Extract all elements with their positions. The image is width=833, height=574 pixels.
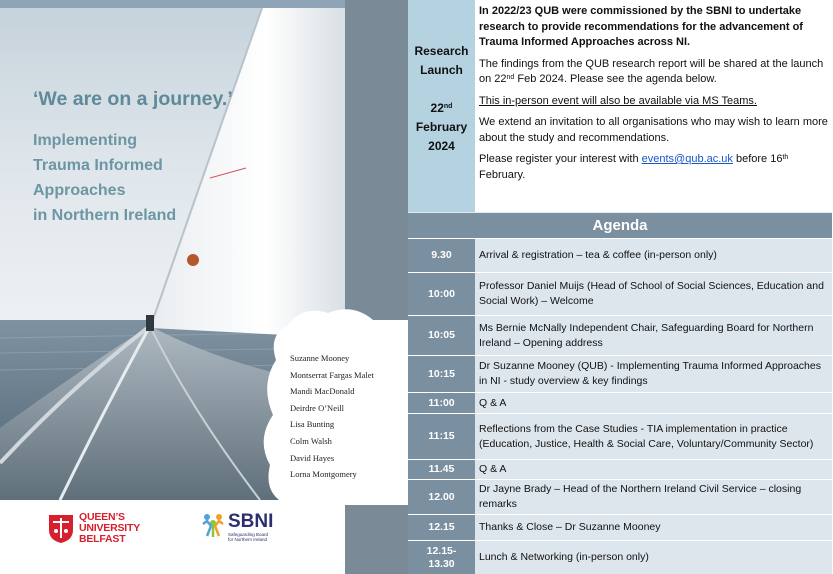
register-sup: th bbox=[782, 154, 789, 161]
launch-invitation: We extend an invitation to all organisations who may wish to learn more about the study and recommendations. bbox=[479, 116, 828, 144]
agenda-desc-text: Q & A bbox=[479, 396, 507, 409]
launch-register bbox=[479, 152, 829, 183]
agenda-desc-text: Lunch & Networking (in-person only) bbox=[479, 551, 649, 563]
agenda-desc bbox=[475, 480, 832, 514]
agenda-time: 12.15 bbox=[408, 515, 475, 540]
qub-crest-icon bbox=[48, 514, 74, 544]
register-text: before 16 bbox=[732, 153, 783, 165]
agenda-time: 11:15 bbox=[408, 414, 475, 459]
agenda-row bbox=[408, 479, 832, 514]
register-text: February. bbox=[479, 168, 526, 181]
agenda-title: Agenda bbox=[408, 212, 832, 238]
agenda-desc-text: Ms Bernie McNally Independent Chair, Safeguarding Board for Northern Ireland – Opening address bbox=[479, 321, 814, 349]
agenda-desc-text: Reflections from the Case Studies - TIA implementation in practice (Education, Justice, Health & Social Care, Voluntary/Community Sector) bbox=[479, 422, 814, 450]
date-day-suffix: nd bbox=[443, 103, 453, 110]
cover-subtitle bbox=[33, 128, 203, 228]
agenda-time: 11:00 bbox=[408, 393, 475, 413]
launch-label bbox=[408, 42, 475, 80]
sbni-logo-tagline: Safeguarding Board bbox=[228, 532, 269, 537]
agenda-table bbox=[408, 212, 832, 574]
agenda-desc-text: Dr Jayne Brady – Head of the Northern Ireland Civil Service – closing remarks bbox=[479, 483, 802, 510]
agenda-row bbox=[408, 315, 832, 355]
sbni-logo-tagline: for Northern Ireland bbox=[228, 537, 268, 542]
author-name: Lorna Montgomery bbox=[290, 469, 357, 480]
agenda-time: 10:15 bbox=[408, 356, 475, 392]
author-name: Deirdre O’Neill bbox=[290, 402, 345, 413]
subtitle-line: Approaches bbox=[33, 182, 126, 199]
agenda-desc bbox=[475, 393, 832, 413]
agenda-desc-text: Professor Daniel Muijs (Head of School of Social Sciences, Education and Social Work) – Welcome bbox=[479, 280, 824, 307]
launch-label-line: Launch bbox=[420, 63, 463, 77]
agenda-desc-text: Arrival & registration – tea & coffee (in-person only) bbox=[479, 249, 717, 261]
cover-top-bar bbox=[0, 0, 345, 8]
author-name: Mandi MacDonald bbox=[290, 386, 355, 397]
agenda-desc bbox=[475, 460, 832, 479]
register-email-link[interactable]: events@qub.ac.uk bbox=[641, 153, 733, 165]
sbni-logo bbox=[200, 512, 273, 542]
qub-logo-line: UNIVERSITY bbox=[79, 522, 141, 534]
agenda-desc bbox=[475, 239, 832, 272]
author-name: Colm Walsh bbox=[290, 435, 332, 446]
qub-logo-line: QUEEN’S bbox=[79, 511, 125, 523]
agenda-row bbox=[408, 413, 832, 459]
cover-quote: ‘We are on a journey.’ bbox=[33, 88, 233, 110]
agenda-row bbox=[408, 238, 832, 272]
sbni-figures-icon bbox=[200, 512, 226, 538]
agenda-desc-text: Thanks & Close – Dr Suzanne Mooney bbox=[479, 521, 661, 533]
agenda-time: 12.15- 13.30 bbox=[408, 541, 475, 574]
agenda-time: 10:05 bbox=[408, 316, 475, 355]
agenda-row bbox=[408, 514, 832, 540]
launch-date-day bbox=[408, 99, 475, 118]
author-name: David Hayes bbox=[290, 452, 335, 463]
sbni-logo-name: SBNI bbox=[228, 511, 274, 532]
launch-section bbox=[408, 0, 832, 212]
agenda-row bbox=[408, 540, 832, 574]
launch-details bbox=[479, 4, 829, 189]
launch-label-line: Research bbox=[414, 44, 469, 58]
findings-text: Feb 2024. Please see the agenda below. bbox=[514, 73, 717, 85]
agenda-time: 12.00 bbox=[408, 480, 475, 514]
agenda-time: 10:00 bbox=[408, 273, 475, 315]
author-list bbox=[290, 350, 374, 483]
author-name: Montserrat Fargas Malet bbox=[290, 369, 374, 380]
report-cover bbox=[0, 0, 408, 574]
date-day: 22 bbox=[430, 101, 444, 115]
findings-sup: nd bbox=[506, 74, 515, 81]
launch-intro: In 2022/23 QUB were commissioned by the SBNI to undertake research to provide recommendations for the advancement of Trauma Informed Approaches across NI. bbox=[479, 5, 803, 48]
qub-logo bbox=[48, 512, 140, 545]
agenda-desc bbox=[475, 541, 832, 574]
subtitle-line: Implementing bbox=[33, 132, 138, 149]
agenda-time: 9.30 bbox=[408, 239, 475, 272]
agenda-desc bbox=[475, 414, 832, 459]
agenda-row bbox=[408, 272, 832, 315]
findings-text: The findings from the QUB research report will be shared at the launch on 22 bbox=[479, 57, 824, 85]
agenda-desc-text: Dr Suzanne Mooney (QUB) - Implementing Trauma Informed Approaches in NI - study overview & key findings bbox=[479, 360, 821, 387]
launch-teams-note: This in-person event will also be available via MS Teams. bbox=[479, 94, 757, 107]
agenda-time: 11.45 bbox=[408, 460, 475, 479]
agenda-desc bbox=[475, 356, 832, 392]
launch-date bbox=[408, 99, 475, 156]
launch-label-cell bbox=[408, 0, 475, 212]
agenda-desc-text: Q & A bbox=[479, 463, 507, 475]
agenda-row bbox=[408, 355, 832, 392]
agenda-desc bbox=[475, 316, 832, 355]
date-month: February bbox=[415, 120, 468, 134]
subtitle-line: Trauma Informed bbox=[33, 157, 163, 174]
agenda-row bbox=[408, 392, 832, 413]
subtitle-line: in Northern Ireland bbox=[33, 207, 177, 224]
agenda-desc bbox=[475, 273, 832, 315]
agenda-row bbox=[408, 459, 832, 479]
date-year: 2024 bbox=[428, 139, 455, 153]
launch-findings bbox=[479, 57, 829, 88]
register-text: Please register your interest with bbox=[479, 153, 642, 165]
agenda-desc bbox=[475, 515, 832, 540]
qub-logo-line: BELFAST bbox=[79, 533, 126, 545]
author-name: Lisa Bunting bbox=[290, 419, 335, 430]
author-name: Suzanne Mooney bbox=[290, 353, 350, 363]
